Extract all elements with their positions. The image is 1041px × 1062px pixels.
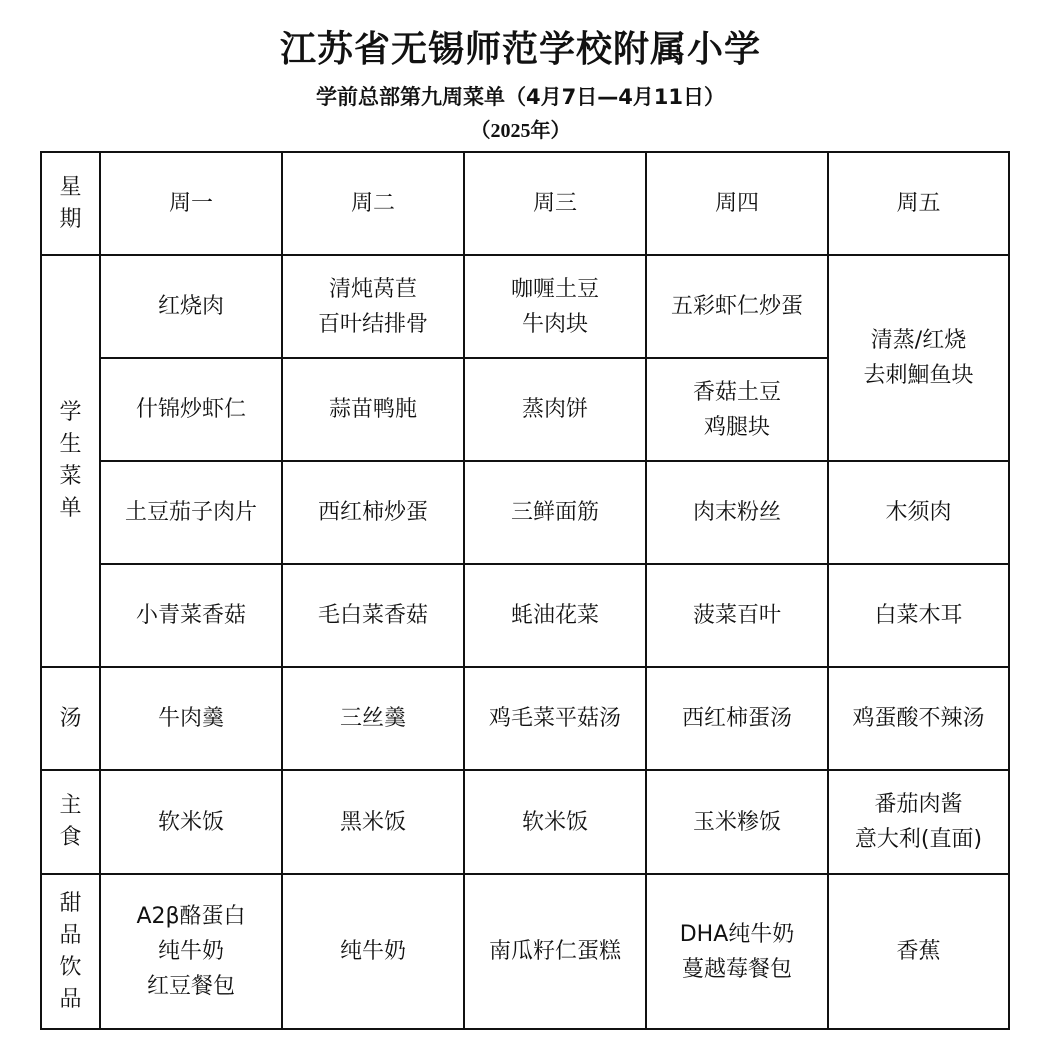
category-student-menu: 学生菜单 xyxy=(41,255,100,667)
day-header-monday: 周一 xyxy=(100,152,282,255)
staple-cell: 软米饭 xyxy=(100,770,282,874)
menu-cell: 五彩虾仁炒蛋 xyxy=(646,255,828,358)
table-header-row xyxy=(41,152,1009,255)
day-header-wednesday: 周三 xyxy=(464,152,646,255)
weekly-menu-table xyxy=(40,151,1010,1030)
category-staple: 主食 xyxy=(41,770,100,874)
menu-cell: 西红柿炒蛋 xyxy=(282,461,464,564)
category-dessert: 甜品饮品 xyxy=(41,874,100,1029)
menu-cell: 肉末粉丝 xyxy=(646,461,828,564)
day-header-thursday: 周四 xyxy=(646,152,828,255)
menu-cell: 清炖莴苣 百叶结排骨 xyxy=(282,255,464,358)
day-header-tuesday: 周二 xyxy=(282,152,464,255)
table-row xyxy=(41,667,1009,770)
dessert-cell: 香蕉 xyxy=(828,874,1009,1029)
staple-cell: 软米饭 xyxy=(464,770,646,874)
weekday-corner-label: 星期 xyxy=(41,152,100,255)
dessert-cell: 纯牛奶 xyxy=(282,874,464,1029)
menu-year: （2025年） xyxy=(470,120,571,142)
soup-cell: 鸡蛋酸不辣汤 xyxy=(828,667,1009,770)
day-header-friday: 周五 xyxy=(828,152,1009,255)
menu-cell: 木须肉 xyxy=(828,461,1009,564)
page-title: 江苏省无锡师范学校附属小学 xyxy=(279,29,761,70)
menu-cell: 小青菜香菇 xyxy=(100,564,282,667)
menu-cell: 毛白菜香菇 xyxy=(282,564,464,667)
table-row xyxy=(41,564,1009,667)
dessert-cell: DHA纯牛奶 蔓越莓餐包 xyxy=(646,874,828,1029)
menu-cell: 咖喱土豆 牛肉块 xyxy=(464,255,646,358)
table-row xyxy=(41,461,1009,564)
table-row xyxy=(41,874,1009,1029)
table-row xyxy=(41,770,1009,874)
menu-subtitle: 学前总部第九周菜单（4月7日—4月11日） xyxy=(315,85,726,109)
soup-cell: 牛肉羹 xyxy=(100,667,282,770)
menu-cell-friday-merged: 清蒸/红烧 去刺鮰鱼块 xyxy=(828,255,1009,461)
soup-cell: 西红柿蛋汤 xyxy=(646,667,828,770)
staple-cell: 黑米饭 xyxy=(282,770,464,874)
menu-cell: 红烧肉 xyxy=(100,255,282,358)
menu-cell: 菠菜百叶 xyxy=(646,564,828,667)
menu-cell: 蒸肉饼 xyxy=(464,358,646,461)
menu-cell: 香菇土豆 鸡腿块 xyxy=(646,358,828,461)
menu-cell: 蚝油花菜 xyxy=(464,564,646,667)
menu-cell: 土豆茄子肉片 xyxy=(100,461,282,564)
menu-cell: 白菜木耳 xyxy=(828,564,1009,667)
dessert-cell: 南瓜籽仁蛋糕 xyxy=(464,874,646,1029)
staple-cell: 玉米糁饭 xyxy=(646,770,828,874)
table-row xyxy=(41,255,1009,358)
category-soup: 汤 xyxy=(41,667,100,770)
menu-cell: 蒜苗鸭肫 xyxy=(282,358,464,461)
soup-cell: 鸡毛菜平菇汤 xyxy=(464,667,646,770)
menu-cell: 三鲜面筋 xyxy=(464,461,646,564)
dessert-cell: A2β酪蛋白 纯牛奶 红豆餐包 xyxy=(100,874,282,1029)
menu-cell: 什锦炒虾仁 xyxy=(100,358,282,461)
soup-cell: 三丝羹 xyxy=(282,667,464,770)
staple-cell: 番茄肉酱 意大利(直面) xyxy=(828,770,1009,874)
